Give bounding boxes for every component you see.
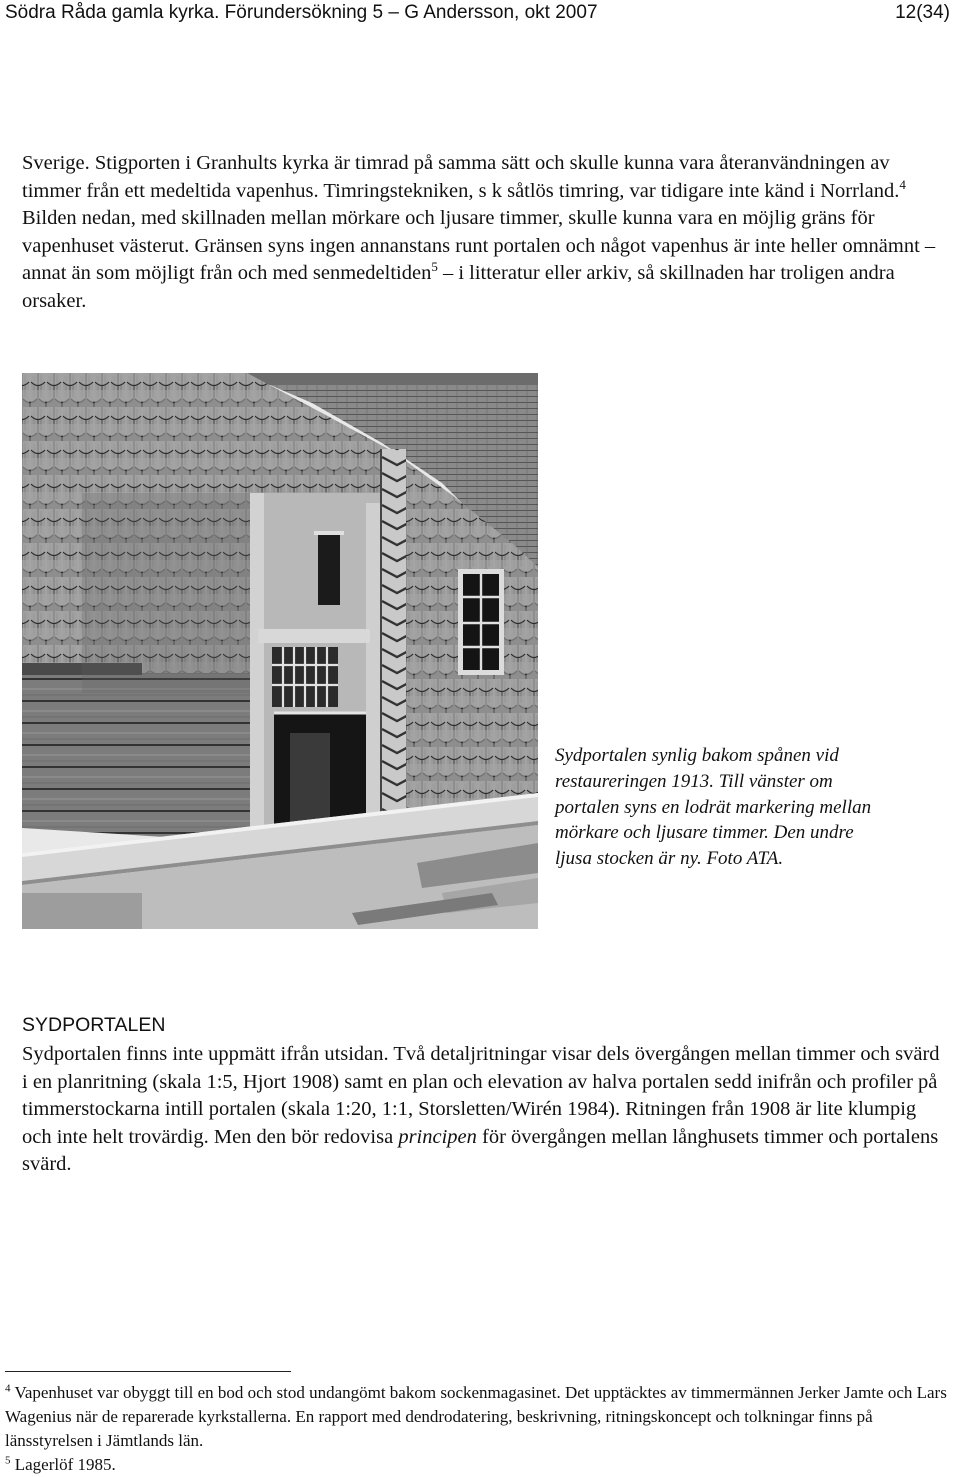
figure-caption: Sydportalen synlig bakom spånen vid restaureringen 1913. Till vänster om portalen syns en lodrät markering mellan mörkare och ljusare timmer. Den undre ljusa stocken är ny. Foto ATA. [555, 745, 872, 870]
footnote-5 [5, 1453, 950, 1477]
footnote-mark: 5 [5, 1454, 11, 1467]
paragraph-text: för övergången mellan långhusets timmer och portalens svärd. [22, 1125, 939, 1175]
footnote-ref-5[interactable]: 5 [431, 259, 438, 275]
page-number: 12(34) [895, 2, 950, 23]
page-header [5, 2, 950, 24]
church-portal-photo [22, 373, 538, 929]
section-heading: SYDPORTALEN [22, 1014, 166, 1036]
footnote-text: Vapenhuset var obyggt till en bod och stod undangömt bakom sockenmagasinet. Det upptäcktes av timmermännen Jerker Jamte och Lars Wagenius när de reparerade kyrkstallerna. En rapport med dendrodatering, beskrivning, ritningskoncept och tolkningar finns på länsstyrelsen i Jämtlands län. [5, 1383, 947, 1450]
header-title: Södra Råda gamla kyrka. Förundersökning 5 – G Andersson, okt 2007 [5, 2, 598, 23]
paragraph-text: Bilden nedan, med skillnaden mellan mörkare och ljusare timmer, skulle kunna vara en möjlig gräns för vapenhuset västerut. Gränsen syns ingen annanstans runt portalen och något vapenhus är inte heller omnämnt – annat än som möjligt från och med senmedeltiden [22, 207, 936, 284]
paragraph-text: Sverige. Stigporten i Granhults kyrka är timrad på samma sätt och skulle kunna vara återanvändningen av timmer från ett medeltida vapenhus. Timringstekniken, s k såtlös timring, var tidigare inte känd i Norrland. [22, 152, 900, 202]
emphasis-text: principen [398, 1125, 477, 1148]
footnotes [5, 1381, 950, 1477]
footnote-4 [5, 1381, 950, 1453]
body-paragraph-1 [22, 150, 942, 315]
body-paragraph-2 [22, 1041, 942, 1179]
paragraph-text: Sydportalen finns inte uppmätt ifrån utsidan. Två detaljritningar visar dels övergången mellan timmer och svärd i en planritning (skala 1:5, Hjort 1908) samt en plan och elevation av halva portalen sedd inifrån och profiler på timmerstockarna intill portalen (skala 1:20, 1:1, Storsletten/Wirén 1984). Ritningen från 1908 är lite klumpig och inte helt trovärdig. Men den bör redovisa [22, 1043, 940, 1148]
footnote-ref-4[interactable]: 4 [899, 176, 906, 192]
footnote-text: Lagerlöf 1985. [10, 1455, 116, 1474]
footnote-separator [5, 1371, 291, 1372]
paragraph-text: – i litteratur eller arkiv, så skillnaden har troligen andra orsaker. [22, 262, 895, 312]
footnote-mark: 4 [5, 1382, 11, 1395]
